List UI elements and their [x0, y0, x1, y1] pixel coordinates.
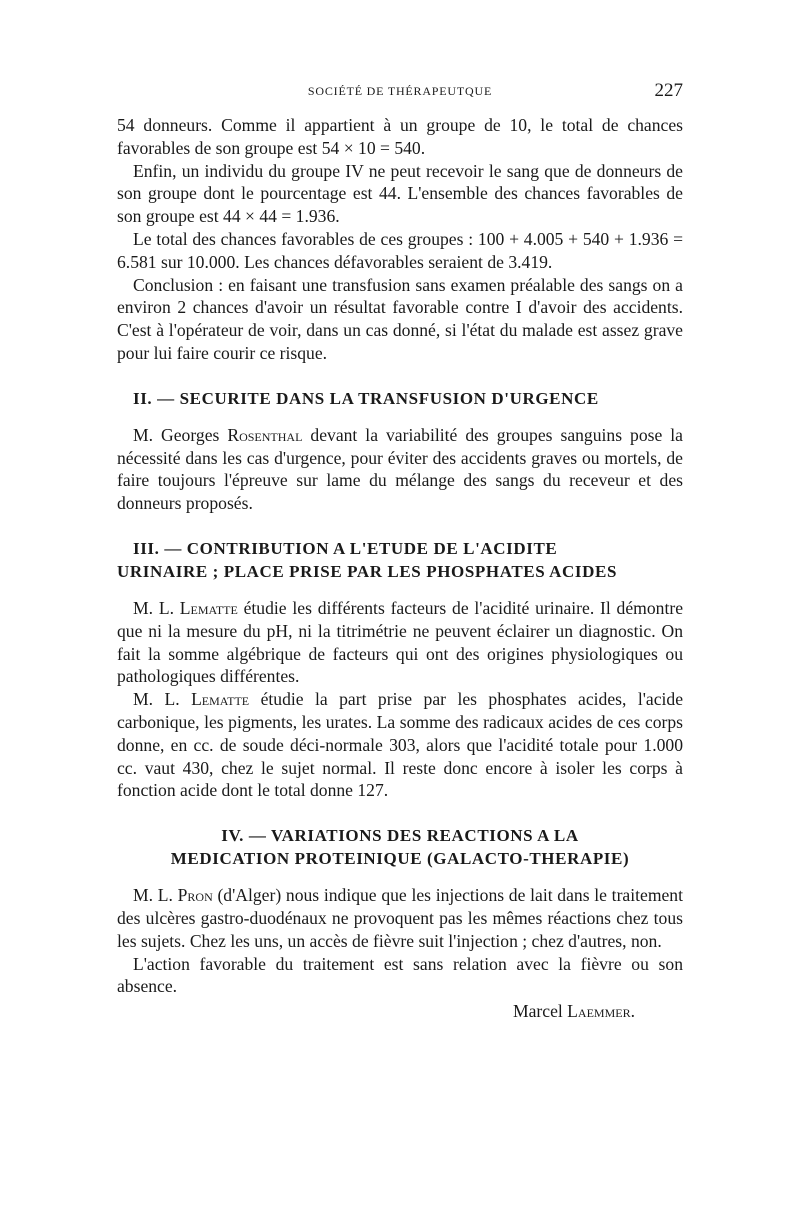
paragraph-text: (d'Alger) nous indique que les injections de lait dans le traitement des ulcères gastro-duodénaux ne provoquent pas les mêmes réactions chez tous les sujets. Chez les uns, un accès de fièvre suit l'injection ; chez d'autres, non.	[117, 885, 683, 951]
author-name: Rosenthal	[227, 424, 303, 445]
author-name: Pron	[177, 885, 213, 906]
author-prefix: M. L.	[133, 689, 192, 710]
section-heading-continued: MEDICATION PROTEINIQUE (GALACTO-THERAPIE)	[170, 849, 630, 869]
paragraph	[117, 424, 683, 515]
author-prefix: M. L.	[133, 597, 180, 618]
running-head: SOCIÉTÉ DE THÉRAPEUTQUE	[307, 84, 493, 98]
paragraph	[117, 884, 683, 952]
paragraph: Conclusion : en faisant une transfusion sans examen préalable des sangs on a environ 2 chances d'avoir un résultat favorable contre I d'avoir des accidents. C'est à l'opérateur de voir, dans un cas donné, si l'état du malade est assez grave pour lui faire courir ce risque.	[117, 274, 683, 363]
page-header	[117, 80, 683, 102]
author-name: Lematte	[191, 689, 250, 710]
page-number: 227	[654, 80, 683, 101]
section-heading-continued: URINAIRE ; PLACE PRISE PAR LES PHOSPHATES ACIDES	[117, 561, 618, 581]
signature-last-name: Laemmer.	[567, 1001, 635, 1022]
paragraph-text: étudie les différents facteurs de l'acidité urinaire. Il démontre que ni la mesure du pH, ni la titrimétrie ne peuvent éclairer un diagnostic. On fait la somme algébrique de facteurs qui ont des origines physiologiques ou pathologiques différentes.	[117, 597, 683, 687]
paragraph-text: étudie la part prise par les phosphates acides, l'acide carbonique, les pigments, les urates. La somme des radicaux acides de ces corps donne, en cc. de soude déci-normale 303, alors que l'acidité totale pour 1.000 cc. vaut 430, chez le sujet normal. Il reste donc encore à isoler les corps à fonction acide dont le total donne 127.	[117, 689, 684, 801]
article-body	[117, 114, 683, 1023]
paragraph: Enfin, un individu du groupe IV ne peut recevoir le sang que de donneurs de son groupe dont le pourcentage est 44. L'ensemble des chances favorables de son groupe est 44 × 44 = 1.936.	[117, 160, 683, 227]
paragraph: Le total des chances favorables de ces groupes : 100 + 4.005 + 540 + 1.936 = 6.581 sur 10.000. Les chances défavorables seraient de 3.419.	[117, 228, 683, 272]
section-heading: IV. — VARIATIONS DES REACTIONS A LA	[221, 826, 579, 846]
section-heading: II. — SECURITE DANS LA TRANSFUSION D'URGENCE	[133, 388, 599, 408]
paragraph: 54 donneurs. Comme il appartient à un groupe de 10, le total de chances favorables de son groupe est 54 × 10 = 540.	[117, 115, 683, 158]
paragraph	[117, 688, 683, 802]
signature-first-name: Marcel	[512, 1001, 568, 1022]
author-name: Lematte	[179, 597, 238, 618]
signature	[117, 1000, 683, 1023]
section-heading: III. — CONTRIBUTION A L'ETUDE DE L'ACIDITE	[133, 538, 558, 558]
paragraph: L'action favorable du traitement est sans relation avec la fièvre ou son absence.	[117, 953, 683, 997]
author-prefix: M. Georges	[133, 424, 228, 445]
paragraph-text: devant la variabilité des groupes sanguins pose la nécessité dans les cas d'urgence, pour éviter des accidents graves ou mortels, de faire toujours l'épreuve sur lame du mélange des sangs du receveur et des donneurs proposés.	[117, 424, 683, 514]
author-prefix: M. L.	[133, 885, 178, 906]
paragraph	[117, 597, 683, 688]
